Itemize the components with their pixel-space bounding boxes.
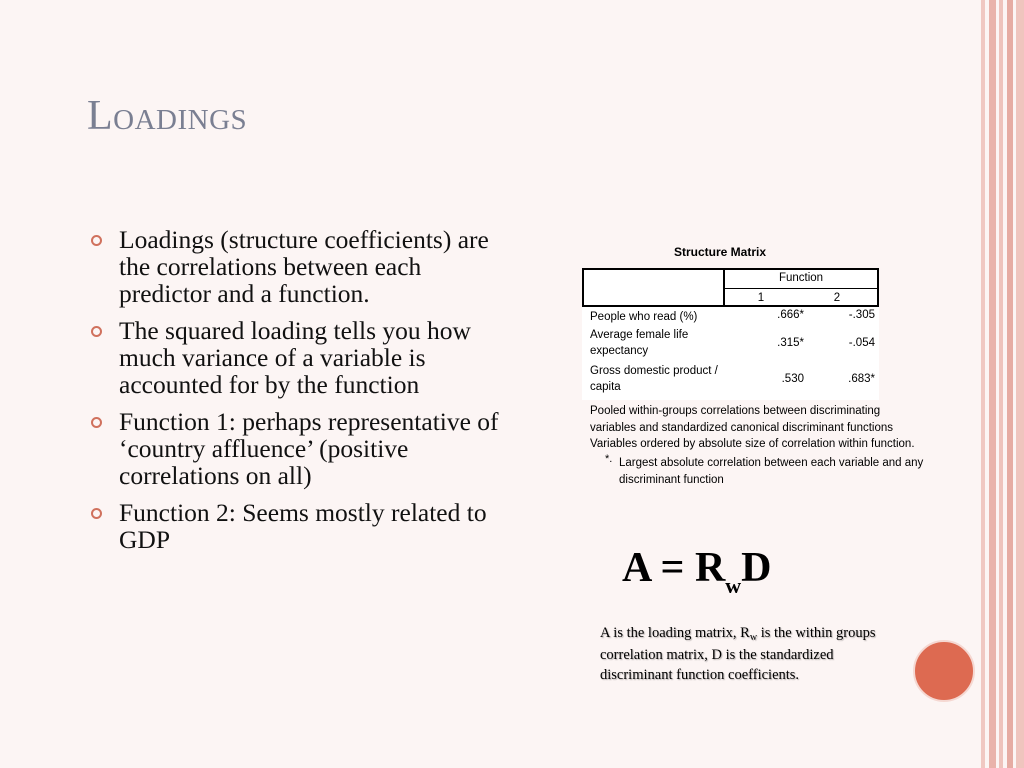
note-line: Pooled within-groups correlations between discriminating xyxy=(590,405,881,417)
decorative-stripe xyxy=(989,0,996,768)
footnote-mark: *. xyxy=(605,453,613,465)
note-line: variables and standardized canonical discriminant functions xyxy=(590,421,894,434)
cell-value: -.305 xyxy=(848,309,875,321)
matrix-divider xyxy=(725,288,877,289)
cell-value: .683* xyxy=(848,373,875,385)
cell-value: -.054 xyxy=(848,337,875,349)
formula-caption xyxy=(600,623,900,685)
formula-subscript: w xyxy=(725,573,742,598)
cell-value: .315* xyxy=(777,337,804,349)
decorative-circle xyxy=(913,640,975,702)
matrix-title: Structure Matrix xyxy=(674,245,767,259)
caption-text: is the within groups correlation matrix, D is the standardized discriminant function coefficients. xyxy=(600,625,876,683)
decorative-stripe xyxy=(981,0,985,768)
bullet-item xyxy=(88,499,508,553)
matrix-divider xyxy=(582,305,879,307)
decorative-stripe xyxy=(1016,0,1024,768)
ring-bullet-icon xyxy=(91,326,102,337)
cell-value: .530 xyxy=(781,373,804,385)
matrix-group-header: Function xyxy=(778,272,824,284)
row-label: Average female life expectancy xyxy=(590,329,689,357)
ring-bullet-icon xyxy=(91,235,102,246)
bullet-item xyxy=(88,408,508,489)
formula-rhs: D xyxy=(741,545,772,591)
cell-value: .666* xyxy=(777,309,804,321)
matrix-column-header: 1 xyxy=(757,292,765,304)
decorative-stripe xyxy=(999,0,1003,768)
decorative-stripe xyxy=(1007,0,1013,768)
bullet-text: The squared loading tells you how much variance of a variable is accounted for by the function xyxy=(119,316,471,399)
ring-bullet-icon xyxy=(91,508,102,519)
matrix-footnote xyxy=(605,455,975,488)
bullet-item xyxy=(88,226,508,307)
footnote-text: Largest absolute correlation between each variable and any discriminant function xyxy=(619,457,924,486)
bullet-item xyxy=(88,317,508,398)
loading-formula xyxy=(622,544,772,598)
ring-bullet-icon xyxy=(91,417,102,428)
bullet-text: Function 2: Seems mostly related to GDP xyxy=(119,498,487,554)
structure-matrix-table xyxy=(582,268,879,400)
bullet-list xyxy=(88,226,508,563)
caption-subscript: w xyxy=(749,632,758,643)
bullet-text: Function 1: perhaps representative of ‘country affluence’ (positive correlations on all) xyxy=(119,407,499,490)
row-label: People who read (%) xyxy=(590,311,698,323)
row-label: Gross domestic product / capita xyxy=(590,365,718,393)
slide-title: Loadings xyxy=(87,93,248,139)
caption-text: A is the loading matrix, R xyxy=(600,625,750,641)
note-line: Variables ordered by absolute size of correlation within function. xyxy=(590,438,915,450)
matrix-notes xyxy=(590,403,980,453)
bullet-text: Loadings (structure coefficients) are the correlations between each predictor and a function. xyxy=(119,225,489,308)
formula-lhs: A = R xyxy=(622,545,726,591)
matrix-column-header: 2 xyxy=(833,292,841,304)
